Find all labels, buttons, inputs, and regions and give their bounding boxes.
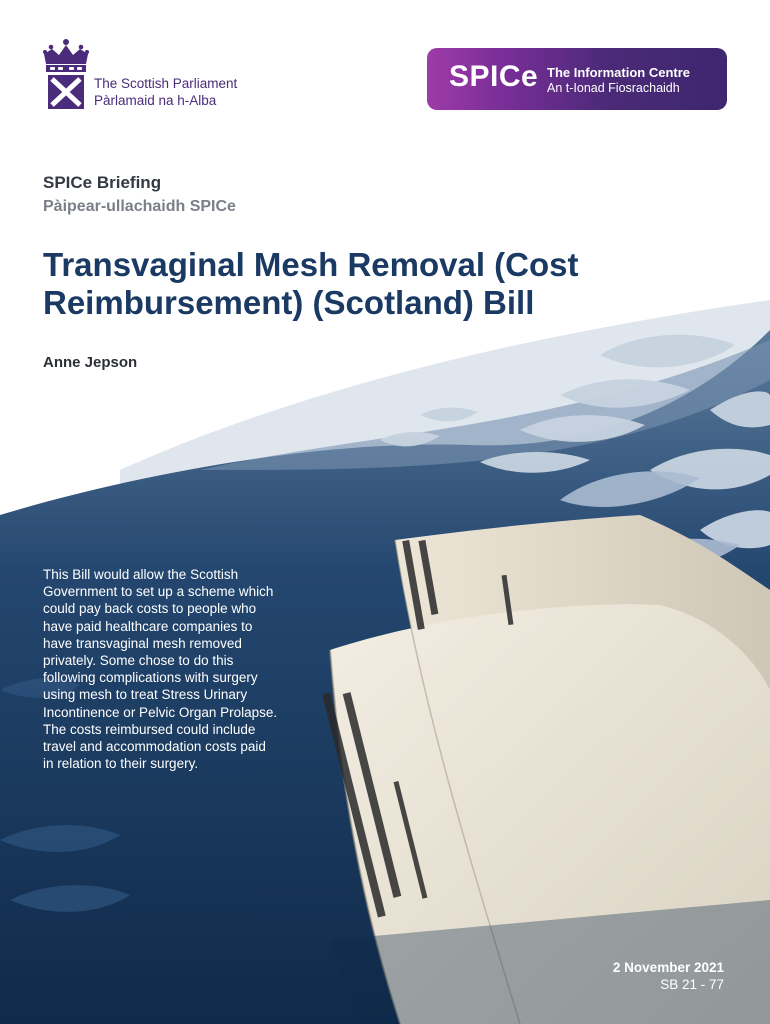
crown-saltire-icon (42, 38, 90, 112)
bill-summary: This Bill would allow the Scottish Government to set up a scheme which could pay back costs to people who have paid healthcare companies to have transvaginal mesh removed privately. Some chose to do this following complications with surgery using mesh to treat Stress Urinary Incontinence or Pelvic Organ Prolapse. The costs reimbursed could include travel and accommodation costs paid in relation to their surgery. (43, 567, 278, 772)
spice-brand: SPICe (449, 60, 539, 93)
information-centre-gaelic: An t-Ionad Fiosrachaidh (547, 81, 680, 95)
parliament-name-english: The Scottish Parliament (94, 76, 238, 91)
scottish-parliament-logo (42, 38, 242, 118)
information-centre-english: The Information Centre (547, 65, 691, 80)
briefing-reference: SB 21 - 77 (660, 977, 724, 992)
author-name: Anne Jepson (43, 354, 138, 371)
briefing-series-gaelic: Pàipear-ullachaidh SPICe (43, 198, 236, 215)
document-title: Transvaginal Mesh Removal (Cost Reimbursement) (Scotland) Bill (43, 246, 579, 321)
briefing-series-english: SPICe Briefing (43, 173, 162, 192)
publication-date: 2 November 2021 (612, 960, 724, 975)
spice-information-centre-banner (427, 48, 727, 110)
parliament-name-gaelic: Pàrlamaid na h-Alba (94, 93, 217, 108)
